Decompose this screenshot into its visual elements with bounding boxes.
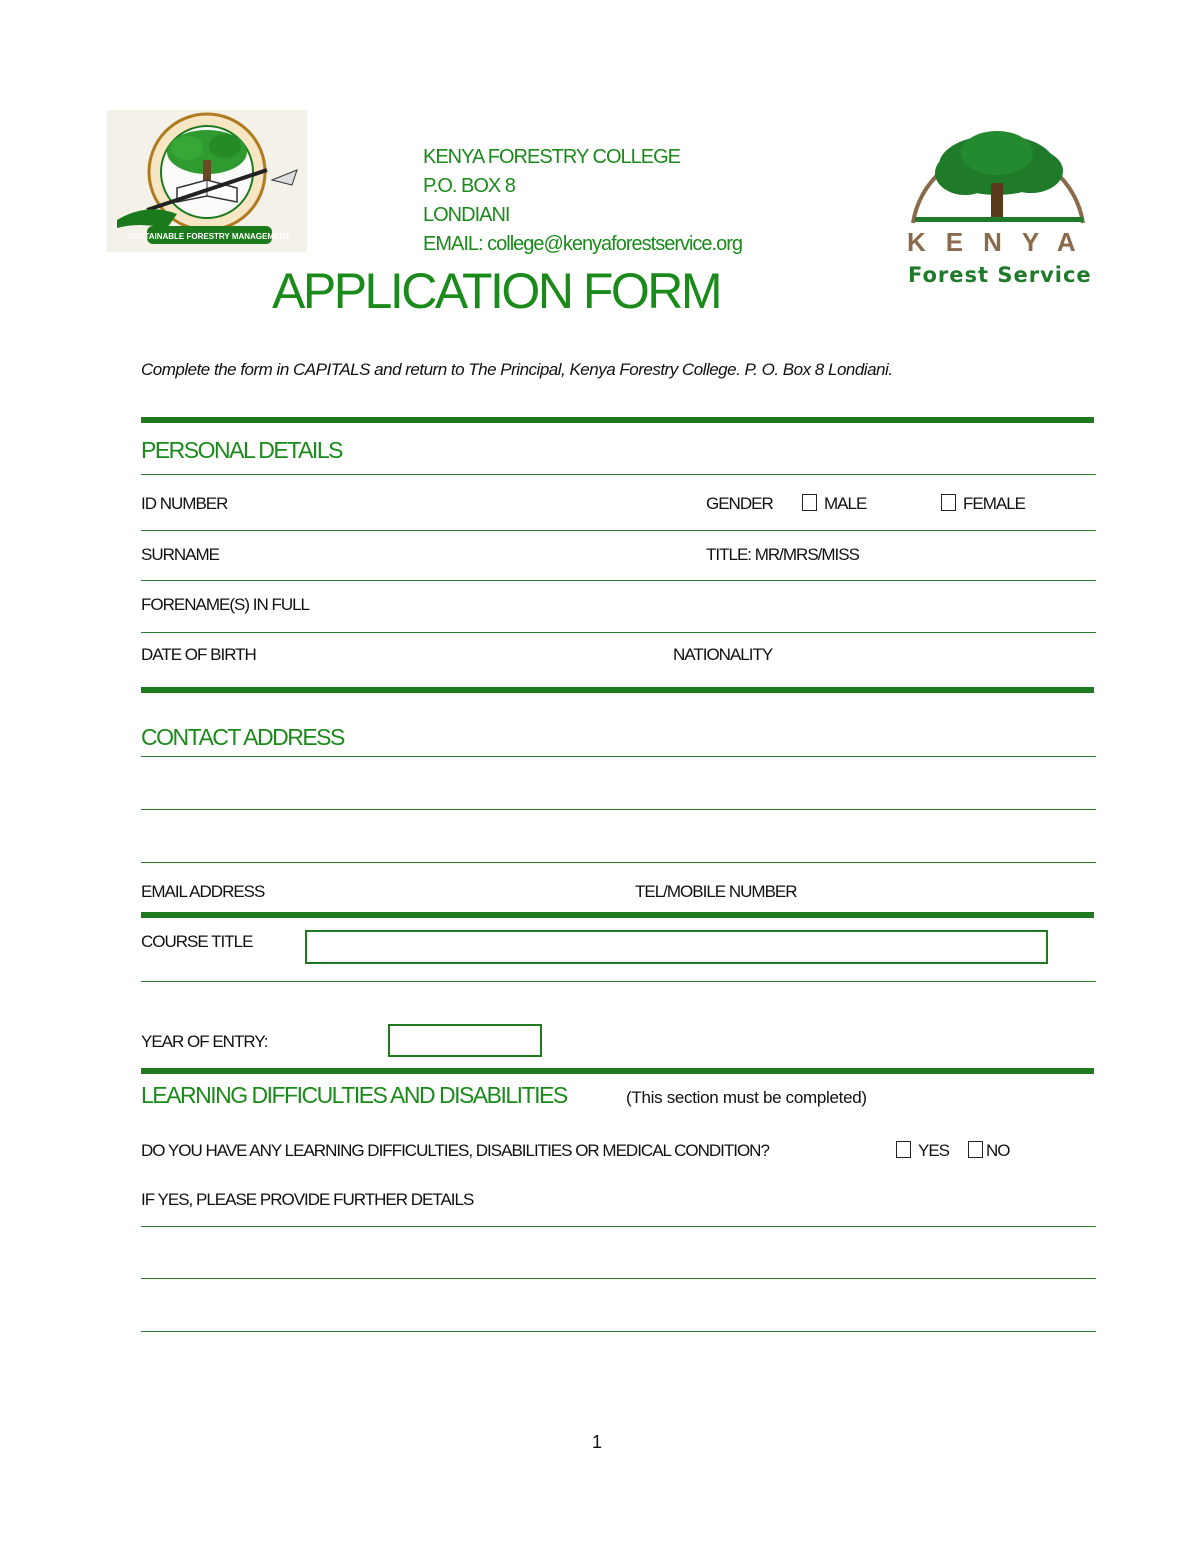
college-logo (107, 110, 307, 252)
college-logo-motto: SUSTAINABLE FORESTRY MANAGEMENT (127, 232, 291, 241)
male-label: MALE (824, 494, 867, 513)
field-line (141, 530, 1096, 531)
yes-checkbox[interactable] (896, 1141, 911, 1158)
college-po-box: P.O. BOX 8 (423, 175, 515, 197)
field-line (141, 474, 1096, 475)
gender-female-option[interactable] (941, 494, 1025, 514)
details-line (141, 1278, 1096, 1279)
yes-label: YES (918, 1141, 950, 1160)
college-name: KENYA FORESTRY COLLEGE (423, 146, 680, 168)
section-heading-personal: PERSONAL DETAILS (141, 437, 342, 463)
learning-question: DO YOU HAVE ANY LEARNING DIFFICULTIES, DISABILITIES OR MEDICAL CONDITION? (141, 1141, 769, 1160)
forenames-label: FORENAME(S) IN FULL (141, 595, 310, 614)
male-checkbox[interactable] (802, 494, 817, 511)
section-heading-learning: LEARNING DIFFICULTIES AND DISABILITIES (141, 1082, 567, 1108)
learning-note: (This section must be completed) (626, 1088, 867, 1107)
college-address (423, 143, 742, 259)
address-line (141, 862, 1096, 863)
section-divider (141, 417, 1094, 423)
page-title: APPLICATION FORM (272, 263, 721, 319)
title-label: TITLE: MR/MRS/MISS (706, 545, 859, 564)
college-town: LONDIANI (423, 204, 510, 226)
no-checkbox[interactable] (968, 1141, 983, 1158)
gender-male-option[interactable] (802, 494, 866, 514)
details-line (141, 1226, 1096, 1227)
section-divider (141, 687, 1094, 693)
female-checkbox[interactable] (941, 494, 956, 511)
kfs-logo-kenya: KENYA (907, 227, 1096, 257)
address-line (141, 756, 1096, 757)
dob-label: DATE OF BIRTH (141, 645, 256, 664)
nationality-label: NATIONALITY (673, 645, 773, 664)
no-label: NO (986, 1141, 1010, 1160)
field-line (141, 632, 1096, 633)
page-number: 1 (592, 1432, 603, 1452)
kfs-logo-forest-service: Forest Service (908, 263, 1092, 287)
tel-label: TEL/MOBILE NUMBER (635, 882, 797, 901)
section-divider (141, 1068, 1094, 1074)
intro-text: Complete the form in CAPITALS and return to The Principal, Kenya Forestry College. P. O. Box 8 Londiani. (141, 360, 893, 379)
details-line (141, 1331, 1096, 1332)
college-email: EMAIL: college@kenyaforestservice.org (423, 233, 743, 255)
female-label: FEMALE (963, 494, 1026, 513)
section-heading-contact: CONTACT ADDRESS (141, 724, 344, 750)
details-label: IF YES, PLEASE PROVIDE FURTHER DETAILS (141, 1190, 474, 1209)
surname-label: SURNAME (141, 545, 220, 564)
learning-no-option[interactable] (968, 1141, 1010, 1161)
course-title-input[interactable] (305, 930, 1048, 964)
year-of-entry-input[interactable] (388, 1024, 542, 1057)
field-line (141, 981, 1096, 982)
email-address-label: EMAIL ADDRESS (141, 882, 265, 901)
learning-yes-option[interactable] (896, 1141, 949, 1161)
course-title-label: COURSE TITLE (141, 932, 253, 951)
year-of-entry-label: YEAR OF ENTRY: (141, 1032, 268, 1051)
gender-label: GENDER (706, 494, 773, 513)
kfs-logo (905, 103, 1096, 293)
id-number-label: ID NUMBER (141, 494, 228, 513)
college-crest-icon (107, 110, 307, 252)
field-line (141, 580, 1096, 581)
address-line (141, 809, 1096, 810)
section-divider (141, 912, 1094, 918)
tree-icon (905, 103, 1090, 228)
